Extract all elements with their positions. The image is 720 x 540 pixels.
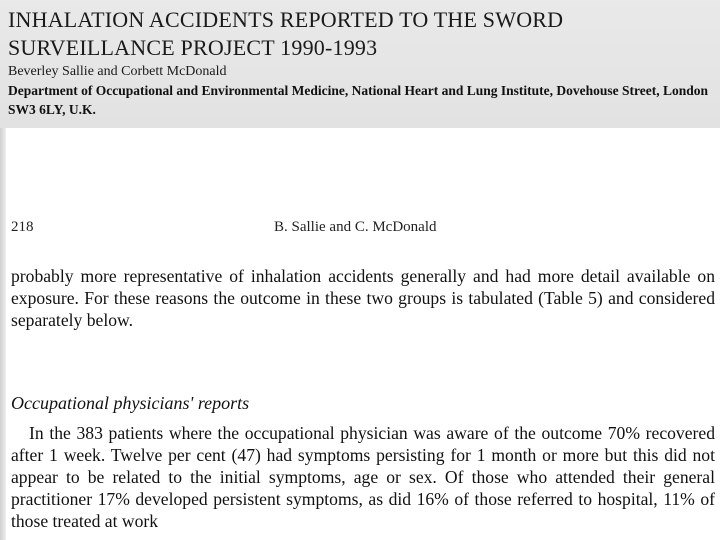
running-head: B. Sallie and C. McDonald: [274, 219, 437, 235]
section-heading: Occupational physicians' reports: [11, 393, 250, 413]
authors-line: Beverley Sallie and Corbett McDonald: [8, 64, 227, 79]
body-paragraph: probably more representative of inhalation accidents generally and had more detail available on exposure. For these reasons the outcome in these two groups is tabulated (Table 5) and considered separately below.: [11, 266, 715, 330]
body-paragraph: In the 383 patients where the occupational physician was aware of the outcome 70% recovered after 1 week. Twelve per cent (47) had symptoms persisting for 1 month or more but this did not appear to be related to the initial symptoms, age or sex. Of those who attended their general practitioner 17% developed persistent symptoms, as did 16% of those referred to hospital, 11% of those treated at work: [11, 423, 715, 531]
slide-header: [0, 0, 720, 128]
page-title: INHALATION ACCIDENTS REPORTED TO THE SWORD SURVEILLANCE PROJECT 1990-1993: [8, 7, 564, 60]
affiliation-text: Department of Occupational and Environmental Medicine, National Heart and Lung Institute, Dovehouse Street, London SW3 6LY, U.K.: [8, 83, 709, 117]
page-number: 218: [11, 219, 34, 235]
scan-left-edge: [0, 128, 6, 540]
